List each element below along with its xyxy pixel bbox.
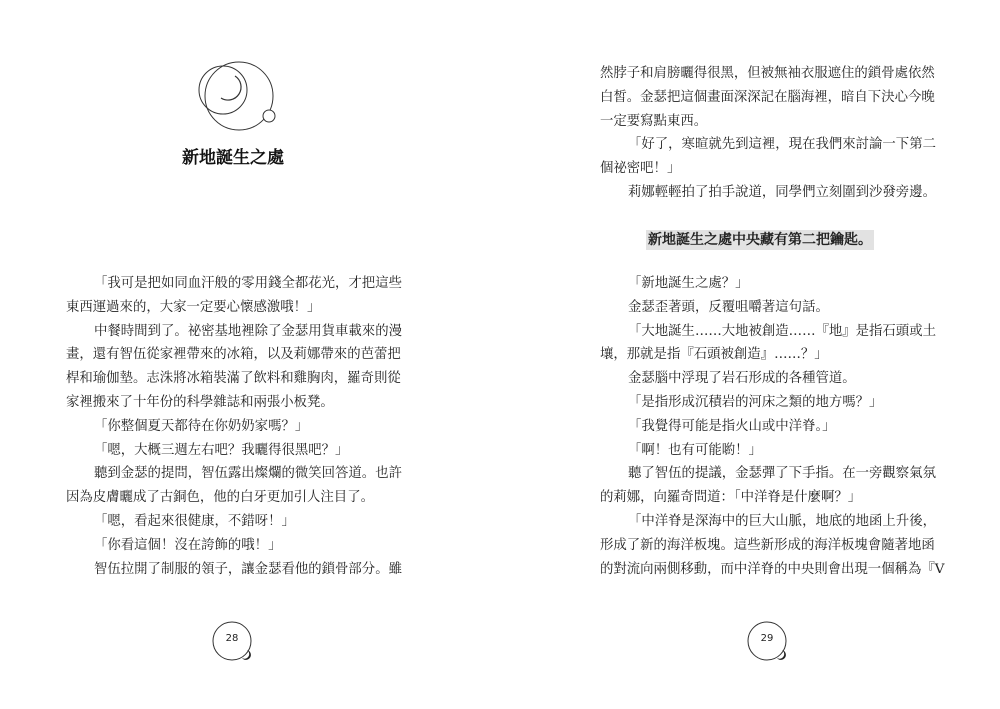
text-line: 「是指形成沉積岩的河床之類的地方嗎？」 [628, 394, 883, 410]
paragraph [66, 510, 400, 534]
page-number-28 [211, 620, 257, 664]
paragraph [600, 272, 920, 296]
key-sentence [600, 229, 920, 249]
text-line: 「我可是把如同血汗般的零用錢全都花光，才把這些 [94, 276, 402, 291]
paragraph [66, 462, 400, 510]
text-line: 金瑟腦中浮現了岩石形成的各種管道。 [628, 371, 856, 387]
text-line: 莉娜輕輕拍了拍手說道，同學們立刻圍到沙發旁邊。 [628, 184, 936, 200]
paragraph [66, 534, 400, 558]
text-line: 畫，還有智伍從家裡帶來的冰箱，以及莉娜帶來的芭蕾把 [66, 347, 401, 363]
text-line: 「你看這個！沒在誇飾的哦！」 [94, 537, 282, 553]
paragraph [66, 415, 400, 439]
paragraph [600, 391, 920, 415]
paragraph [66, 320, 400, 415]
crescent-moon-orbit-icon [193, 58, 283, 138]
key-sentence-text: 新地誕生之處中央藏有第二把鑰匙。 [648, 232, 872, 248]
paragraph [600, 367, 920, 391]
paragraph [66, 558, 400, 582]
right-page [500, 0, 1000, 709]
text-line: 的莉娜，向羅奇問道：「中洋脊是什麼啊？」 [600, 490, 862, 506]
left-body-text [66, 272, 400, 581]
text-line: 家裡搬來了十年份的科學雜誌和兩張小板凳。 [66, 394, 334, 410]
paragraph [600, 62, 935, 133]
text-line: 「嗯，看起來很健康，不錯呀！」 [94, 513, 295, 529]
paragraph [600, 296, 920, 320]
text-line: 的對流向兩側移動，而中洋脊的中央則會出現一個稱為『V [600, 561, 945, 577]
text-line: 形成了新的海洋板塊。這些新形成的海洋板塊會隨著地函 [600, 537, 935, 553]
text-line: 「我覺得可能是指火山或中洋脊。」 [628, 418, 836, 434]
chapter-title: 新地誕生之處 [182, 148, 284, 168]
text-line: 智伍拉開了制服的領子，讓金瑟看他的鎖骨部分。雖 [94, 561, 402, 577]
text-line: 壤，那就是指『石頭被創造』……？」 [600, 347, 828, 363]
paragraph [66, 272, 400, 320]
paragraph [66, 439, 400, 463]
page-number-label: 28 [225, 633, 239, 644]
text-line: 「新地誕生之處？」 [628, 276, 749, 291]
text-line: 「大地誕生……大地被創造……『地』是指石頭或土 [628, 323, 936, 339]
text-line: 「啊！也有可能喲！」 [628, 442, 762, 458]
text-line: 「好了，寒暄就先到這裡，現在我們來討論一下第二 [628, 137, 936, 153]
paragraph [600, 439, 920, 463]
text-line: 「中洋脊是深海中的巨大山脈，地底的地函上升後， [628, 513, 936, 529]
text-line: 中餐時間到了。祕密基地裡除了金瑟用貨車載來的漫 [94, 323, 402, 339]
text-line: 桿和瑜伽墊。志洙將冰箱裝滿了飲料和雞胸肉，羅奇則從 [66, 371, 401, 387]
text-line: 個祕密吧！」 [600, 161, 681, 177]
text-line: 東西運過來的，大家一定要心懷感激哦！」 [66, 299, 321, 315]
text-line: 「你整個夏天都待在你奶奶家嗎？」 [94, 418, 309, 434]
page-number-label: 29 [760, 633, 774, 644]
paragraph [600, 181, 936, 205]
paragraph [600, 320, 936, 368]
text-line: 白皙。金瑟把這個畫面深深記在腦海裡，暗自下決心今晚 [600, 89, 935, 105]
page-number-29 [746, 620, 792, 664]
text-line: 一定要寫點東西。 [600, 113, 708, 129]
text-line: 因為皮膚曬成了古銅色，他的白牙更加引人注目了。 [66, 490, 374, 506]
right-body-text-bottom [600, 272, 945, 581]
right-body-text-top [600, 62, 936, 205]
text-line: 聽了智伍的提議，金瑟彈了下手指。在一旁觀察氣氛 [628, 466, 936, 482]
text-line: 「嗯，大概三週左右吧？我曬得很黑吧？」 [94, 442, 349, 458]
paragraph [600, 462, 936, 510]
paragraph [600, 133, 936, 181]
text-line: 金瑟歪著頭，反覆咀嚼著這句話。 [628, 299, 829, 315]
paragraph [600, 415, 920, 439]
text-line: 聽到金瑟的提問，智伍露出燦爛的微笑回答道。也許 [94, 466, 402, 482]
paragraph [600, 510, 945, 581]
text-line: 然脖子和肩膀曬得很黑，但被無袖衣服遮住的鎖骨處依然 [600, 66, 935, 81]
